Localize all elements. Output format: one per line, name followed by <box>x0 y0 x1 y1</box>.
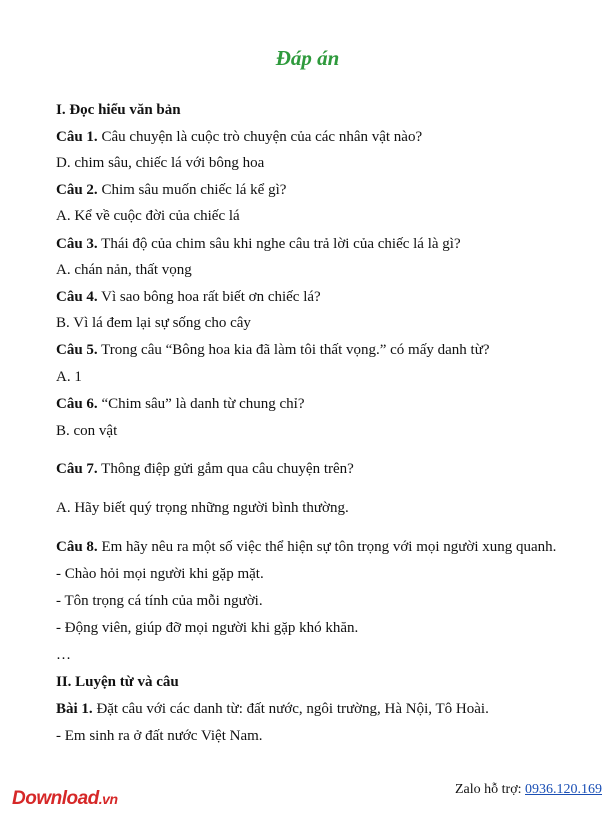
question-text: Câu chuyện là cuộc trò chuyện của các nhân vật nào? <box>97 129 423 145</box>
question-1 <box>56 129 422 146</box>
question-label: Câu 4. <box>56 289 98 305</box>
question-text: “Chim sâu” là danh từ chung chỉ? <box>97 396 305 412</box>
exercise-answer: - Em sinh ra ở đất nước Việt Nam. <box>56 728 263 744</box>
answer-3: A. chán nản, thất vọng <box>56 262 192 278</box>
question-2 <box>56 182 286 199</box>
question-text: Em hãy nêu ra một số việc thể hiện sự tôn trọng với mọi người xung quanh. <box>97 539 557 555</box>
section-heading: I. Đọc hiểu văn bản <box>56 102 181 118</box>
answer-7: A. Hãy biết quý trọng những người bình thường. <box>56 500 349 516</box>
answer-4: B. Vì lá đem lại sự sống cho cây <box>56 315 251 331</box>
answer-6: B. con vật <box>56 423 118 439</box>
zalo-support <box>455 782 602 798</box>
question-label: Câu 5. <box>56 342 98 358</box>
question-text: Chim sâu muốn chiếc lá kể gì? <box>97 182 287 198</box>
question-label: Câu 7. <box>56 461 98 477</box>
question-text: Thái độ của chim sâu khi nghe câu trả lời của chiếc lá là gì? <box>97 236 461 252</box>
question-text: Trong câu “Bông hoa kia đã làm tôi thất vọng.” có mấy danh từ? <box>97 342 490 358</box>
answer-5: A. 1 <box>56 369 82 385</box>
question-text: Vì sao bông hoa rất biết ơn chiếc lá? <box>97 289 321 305</box>
question-label: Câu 2. <box>56 182 98 198</box>
question-label: Câu 3. <box>56 236 98 252</box>
question-text: Thông điệp gửi gắm qua câu chuyện trên? <box>97 461 354 477</box>
question-6 <box>56 396 305 413</box>
question-3 <box>56 236 461 253</box>
logo-main: Download <box>12 788 99 809</box>
question-4 <box>56 289 321 306</box>
question-label: Câu 6. <box>56 396 98 412</box>
exercise-label: Bài 1. <box>56 701 93 717</box>
exercise-1 <box>56 701 489 718</box>
support-phone-link[interactable]: 0936.120.169 <box>525 782 602 797</box>
page-title: Đáp án <box>275 46 340 70</box>
question-5 <box>56 342 490 359</box>
question-label: Câu 8. <box>56 539 98 555</box>
answer-8-item: - Động viên, giúp đỡ mọi người khi gặp khó khăn. <box>56 620 359 636</box>
answer-2: A. Kể về cuộc đời của chiếc lá <box>56 208 240 224</box>
question-8 <box>56 539 556 556</box>
logo-suffix: .vn <box>98 791 118 807</box>
answer-1: D. chim sâu, chiếc lá với bông hoa <box>56 155 265 171</box>
exercise-text: Đặt câu với các danh từ: đất nước, ngôi trường, Hà Nội, Tô Hoài. <box>92 701 489 717</box>
section-heading: II. Luyện từ và câu <box>56 674 179 690</box>
answer-8-item: … <box>56 647 71 663</box>
answer-8-item: - Chào hỏi mọi người khi gặp mặt. <box>56 566 264 582</box>
answer-8-item: - Tôn trọng cá tính của mỗi người. <box>56 593 263 609</box>
question-label: Câu 1. <box>56 129 98 145</box>
support-label: Zalo hỗ trợ: <box>455 782 525 797</box>
question-7 <box>56 461 354 478</box>
download-logo[interactable] <box>12 788 118 810</box>
